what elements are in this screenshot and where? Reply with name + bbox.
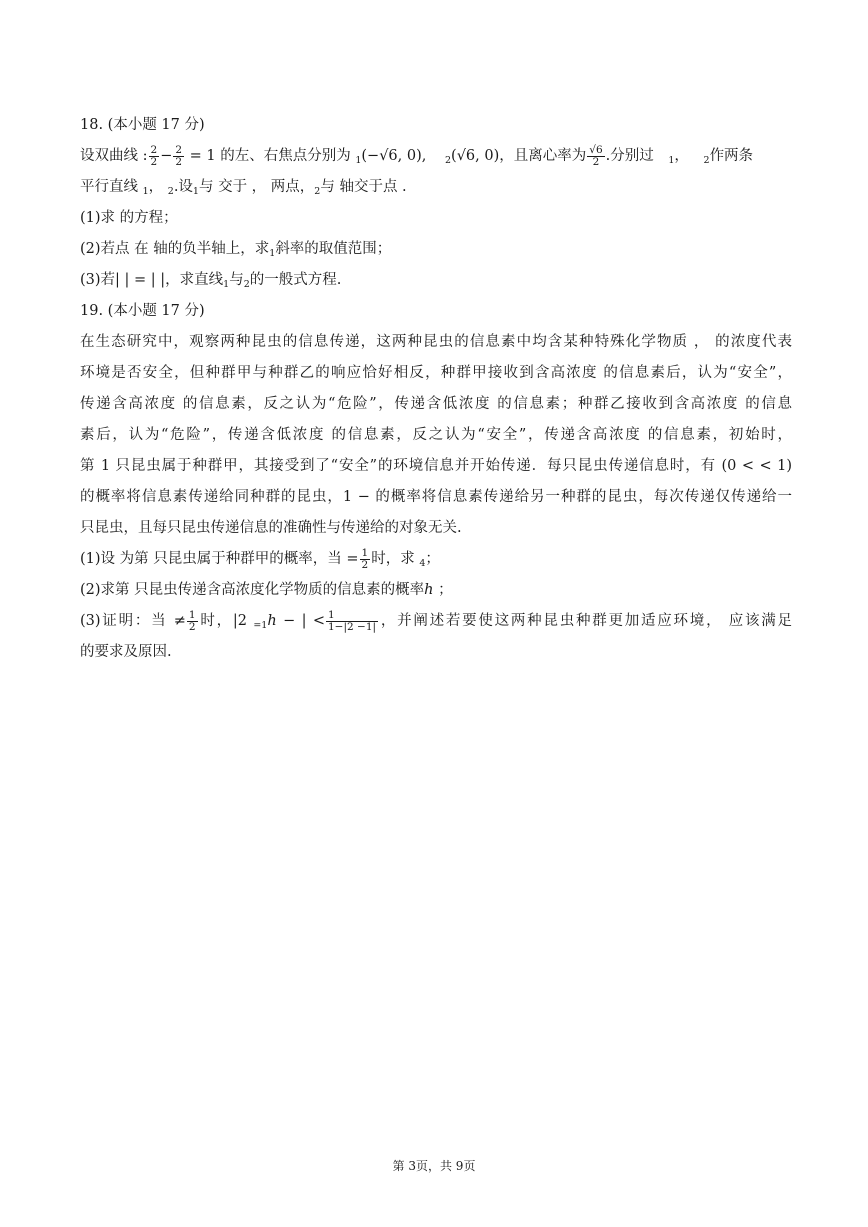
fraction: $\frac{2}{2}$ xyxy=(175,143,183,168)
q19-part-2: (2)求第 只昆虫传递含高浓度化学物质的信息素的概率ℎ ； xyxy=(80,582,453,598)
q19-part-3: (3)证明：当 ≠ $\frac{1}{2}$ 时，|2 $_{=1}$ℎ − | < $\frac{1}{1-|2 -1|}$ ，并阐述若要使这两种昆虫种群更加适应环境， 应该满足 xyxy=(80,608,792,633)
fraction: $\frac{1}{2}$ xyxy=(361,546,369,571)
q19-line-7: 只昆虫，且每只昆虫传递信息的准确性与传递给的对象无关. xyxy=(80,520,462,536)
q19-part-3-cont: 的要求及原因. xyxy=(80,644,172,660)
page-footer: 第 3页，共 9页 xyxy=(392,1159,476,1173)
q18-part-3: (3)若| | = | |，求直线$_1$与$_2$的一般式方程. xyxy=(80,272,342,290)
page-content xyxy=(80,110,792,668)
q19-line-1: 在生态研究中，观察两种昆虫的信息传递，这两种昆虫的信息素中均含某种特殊化学物质 ， 的浓度代表 xyxy=(80,334,792,350)
q19-part-1: (1)设 为第 只昆虫属于种群甲的概率，当 = $\frac{1}{2}$ 时，求 $_4$； xyxy=(80,546,440,571)
q18-line-1: 设双曲线 : $\frac{2}{2}$ − $\frac{2}{2}$ = 1 的左、右焦点分别为 $_1$(−√6, 0), $_2$(√6, 0)，且离心率为 $\frac{√6}{2}$ .分别过 $_1$， $_2$作两条 xyxy=(80,143,754,168)
q18-part-2: (2)若点 在 轴的负半轴上，求$_1$斜率的取值范围； xyxy=(80,241,392,259)
q18-heading: 18. (本小题 17 分) xyxy=(80,117,205,133)
q19-line-3: 传递含高浓度 的信息素，反之认为“危险”，传递含低浓度 的信息素；种群乙接收到含高浓度 的信息 xyxy=(80,396,792,412)
fraction: $\frac{2}{2}$ xyxy=(150,143,158,168)
q19-line-4: 素后，认为“危险”，传递含低浓度 的信息素，反之认为“安全”，传递含高浓度 的信息素，初始时， xyxy=(80,427,792,443)
q19-line-6: 的概率将信息素传递给同种群的昆虫，1 − 的概率将信息素传递给另一种群的昆虫，每次传递仅传递给一 xyxy=(80,489,792,505)
q18-line-2: 平行直线 $_1$， $_2$.设$_1$与 交于 ， 两点，$_2$与 轴交于点 . xyxy=(80,179,407,197)
fraction: $\frac{1}{2}$ xyxy=(188,608,196,633)
fraction: $\frac{1}{1-|2 -1|}$ xyxy=(328,608,377,633)
q18-part-1: (1)求 的方程； xyxy=(80,210,178,226)
fraction: $\frac{√6}{2}$ xyxy=(589,143,603,168)
q19-line-2: 环境是否安全，但种群甲与种群乙的响应恰好相反，种群甲接收到含高浓度 的信息素后，认为“安全”， xyxy=(80,365,792,381)
q19-line-5: 第 1 只昆虫属于种群甲，其接受到了“安全”的环境信息并开始传递．每只昆虫传递信息时，有 (0 < < 1) xyxy=(80,458,792,474)
q19-heading: 19. (本小题 17 分) xyxy=(80,303,205,319)
